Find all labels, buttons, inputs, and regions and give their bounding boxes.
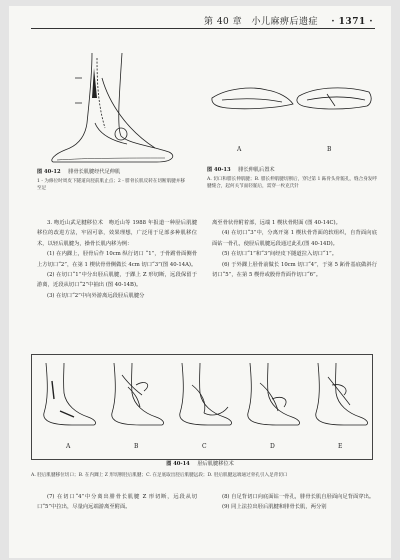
body-text-right	[212, 218, 377, 280]
paragraph: 离至骨状骨附着部，远端 1 楔状骨附面 (图 40-14C)。	[212, 220, 341, 226]
paragraph: (6) 于外踝上胫骨前做长 10cm 切口“4”，于第 5 跖骨基底做斜行切口“5”，在第 5 楔骨或骰骨背面作切口“6”。	[212, 261, 377, 279]
paragraph: (2) 在切口“1”中分出胫后肌腱，于踝上 Z 形切断，远段保留于游离，近段从切口“2”中抽出 (图 40-14B)。	[37, 272, 197, 289]
body-text-right-lower	[212, 492, 377, 513]
running-header	[204, 14, 373, 27]
paragraph: 3. 吻近山武足腱移位术 吻近山等 1988 年报道一种胫后肌腱移位的改进方法，牢固可靠，效果理想，广泛用于足部多种肌移位术，以轻后肌腱为，操骨长肌内移为例：	[37, 220, 197, 247]
figure-40-14-panel-a: A	[66, 443, 71, 450]
paragraph: (8) 自足背切口向底面钻一骨孔，腓骨长肌自胫面向足背面穿出。	[222, 494, 375, 500]
header-rule	[31, 28, 375, 29]
figure-40-12-description: 1 - 为修位时周皮下隧道向胫前肌止点；2 - 腓骨长肌反转在切断肌腱并移至足	[37, 179, 186, 191]
figure-40-12-title: 腓骨长肌腱经代足伸肌	[68, 169, 121, 175]
figure-40-14-title: 胫后肌腱移位术	[197, 461, 234, 467]
figure-40-13-title: 腓长伸肌后置术	[238, 167, 275, 173]
paragraph: (1) 在内踝上，胫骨后作 10cm 纵行切口 “1”，于骨跗骨面侧骨上方切口“2”，在第 1 楔状骨骨侧做长 4cm 切口“3”(图 40-14A)。	[37, 251, 197, 268]
figure-40-13-panel-a: A	[237, 146, 242, 153]
figure-40-12-number: 图 40-12	[37, 169, 61, 175]
paragraph: (9) 同上法拉出胫后肌腱和腓骨长肌，两分别	[222, 504, 327, 511]
figure-40-14-panel-d: D	[270, 443, 275, 450]
figure-40-14-number: 图 40-14	[166, 461, 190, 467]
book-page	[9, 6, 391, 558]
paragraph: (4) 在切口“3”中，分离开第 1 楔状骨背面的软组织，自背面向底面钻一骨孔，使胫后肌腱远段通过此孔(图 40-14D)。	[212, 230, 377, 247]
page-number: · 1371 ·	[331, 17, 373, 27]
figure-40-14-frame	[31, 354, 373, 460]
figure-40-13-number: 图 40-13	[207, 167, 231, 173]
paragraph: (5) 在切口“1”和“3”间经皮下隧道拉入切口“1”。	[222, 251, 337, 258]
figure-40-14-panel-c: C	[202, 443, 207, 450]
figure-40-14-caption	[9, 460, 391, 467]
paragraph: (7) 在切口“4”中分离出腓骨长肌腱 Z 形切断，远段从切口“5”中拉出，尽量向远端游离至附面。	[37, 494, 197, 511]
figure-40-13-illustration	[207, 58, 377, 158]
body-text-left-lower	[37, 492, 197, 513]
figure-40-12-caption	[37, 168, 187, 176]
body-text-left	[37, 218, 197, 301]
figure-40-13-caption	[207, 166, 379, 174]
chapter-label: 第 40 章	[203, 17, 243, 27]
figure-40-14-description: A. 胫后肌腱移位切口；B. 在内踝上 Z 形切断胫后肌腱；C. 在足底取出胫后肌腱远段；D. 胫后肌腱远端通过骨孔引入足背切口	[31, 473, 288, 478]
paragraph: (3) 在切口“2”中向外游离远段胫后肌腱分	[47, 292, 145, 299]
figure-40-12-illustration	[37, 48, 185, 166]
figure-40-14-panel-e: E	[338, 443, 343, 450]
figure-40-14-illustration	[32, 355, 372, 433]
section-title: 小儿麻痹后遗症	[251, 17, 319, 27]
figure-40-13-description: A. 切口和腓长伸肌腱；B. 腓长伸肌腱切断后，穿过第 1 跖骨头骨骺孔，缝合身发呼腱缝合，起何关节面轻骺后，需穿一枚克氏针	[207, 177, 377, 189]
figure-40-14-panel-b: B	[134, 443, 139, 450]
figure-40-13-panel-b: B	[327, 146, 332, 153]
